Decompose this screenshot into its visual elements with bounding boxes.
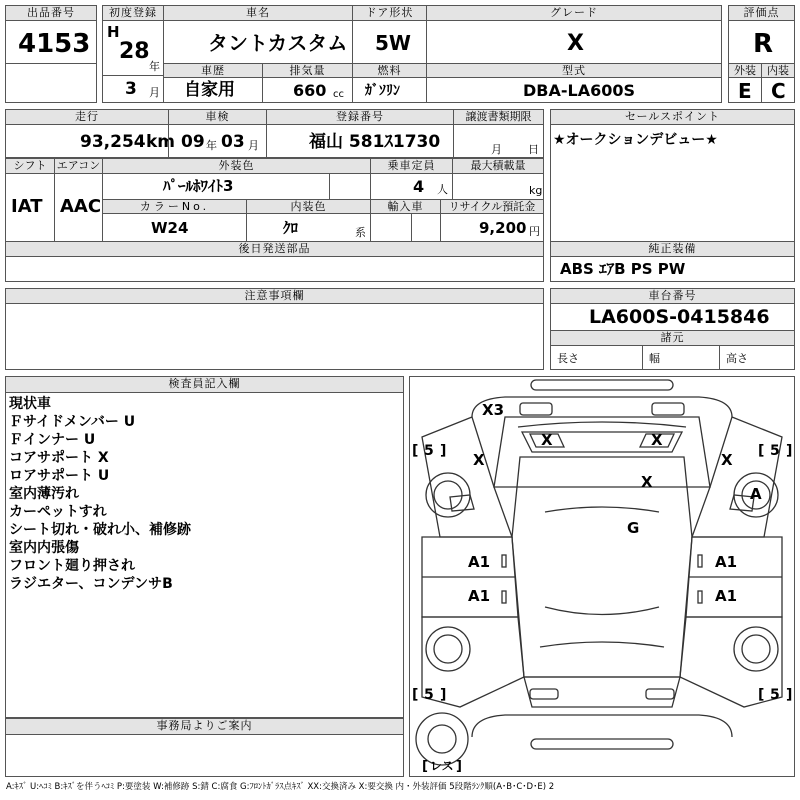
dims-height: 高さ: [726, 352, 748, 365]
later-parts-cell: [5, 256, 544, 282]
displacement-cell: [262, 77, 353, 103]
import-cell-b: [411, 213, 441, 242]
displacement: 660: [293, 81, 327, 100]
inspector-line: 室内内張傷: [9, 540, 79, 556]
grade-cell: [426, 20, 722, 64]
aircon-label: エアコン: [54, 158, 103, 174]
mark-roof-center: G: [627, 519, 640, 537]
lot-cell: [5, 20, 97, 64]
first-reg-year-cell: [102, 20, 164, 76]
first-reg-label: 初度登録: [102, 5, 164, 21]
car-name-label: 車名: [163, 5, 353, 21]
genuine: ABS ｴｱB PS PW: [560, 260, 686, 278]
tire-rr-close: ]: [786, 687, 793, 703]
office-label: 事務局よりご案内: [5, 718, 404, 735]
inspector-line: ラジエター、コンデンサB: [9, 576, 173, 592]
spare-label-open: [: [422, 759, 428, 774]
first-reg-year: 28: [119, 39, 150, 64]
genuine-cell: [550, 256, 795, 282]
exterior-grade: E: [738, 79, 752, 103]
max-load-label: 最大積載量: [452, 158, 544, 174]
model-type-cell: [426, 77, 722, 103]
color-no-cell: [102, 213, 247, 242]
recycle-label: リサイクル預託金: [440, 199, 544, 214]
dims-label: 諸元: [550, 330, 795, 346]
mileage: 93,254: [80, 132, 146, 152]
fuel: ｶﾞｿﾘﾝ: [365, 83, 400, 99]
reg-no: 福山 581ｽ1730: [309, 132, 441, 152]
mark-door-rl: A1: [468, 587, 491, 605]
mark-door-rr: A1: [715, 587, 738, 605]
tire-fl-label: [: [412, 443, 419, 459]
model-type: DBA-LA600S: [523, 81, 635, 100]
door-label: ドア形状: [352, 5, 427, 21]
mark-door-fr: A1: [715, 553, 738, 571]
legend: A:ｷｽﾞ U:ﾍｺﾐ B:ｷｽﾞを伴うﾍｺﾐ P:要塗装 W:補修跡 S:錆 C:腐食 G:ﾌﾛﾝﾄｶﾞﾗｽ点ｷｽﾞ XX:交換済み X:要交換 内・外装評価 5段階ﾗﾝｸ順(A･B･C･D･E) 2: [6, 782, 555, 792]
tire-rl: 5: [424, 687, 434, 703]
inspection-month-unit: 月: [248, 139, 259, 152]
door-cell: [352, 20, 427, 64]
grade-label: グレード: [426, 5, 722, 21]
mileage-cell: [5, 124, 176, 158]
car-diagram-svg: [410, 377, 794, 776]
mark-windshield-left: X: [541, 431, 553, 449]
interior-grade-cell: [761, 77, 795, 103]
reg-no-label: 登録番号: [266, 109, 454, 125]
grade: X: [567, 31, 584, 56]
inspector-cell: [5, 392, 404, 718]
capacity-cell: [370, 173, 453, 200]
capacity: 4: [413, 177, 425, 196]
notes-cell: [5, 303, 544, 370]
sales-point-label: セールスポイント: [550, 109, 795, 125]
first-reg-month-cell: [102, 75, 164, 103]
inspector-line: ロアサポート U: [9, 468, 110, 484]
first-reg-era: H: [107, 23, 120, 41]
inspector-line: フロント廻り押され: [9, 558, 135, 574]
color-no-label: カラーNo.: [102, 199, 247, 214]
color-no: W24: [151, 219, 189, 237]
lot-blank: [5, 63, 97, 103]
model-type-label: 型式: [426, 63, 722, 78]
tire-fr-close: ]: [786, 443, 793, 459]
capacity-unit: 人: [437, 183, 448, 196]
int-color: ｸﾛ: [283, 219, 299, 237]
mark-front-top: X3: [482, 401, 505, 419]
mark-hood-left-area: X: [473, 451, 485, 469]
transfer-month-unit: 月: [491, 143, 502, 156]
tire-fl-close: ]: [440, 443, 447, 459]
genuine-label: 純正装備: [550, 241, 795, 257]
first-reg-year-unit: 年: [149, 60, 160, 73]
inspector-label: 検査員記入欄: [5, 376, 404, 393]
tire-fr: 5: [770, 443, 780, 459]
tire-rl-close: ]: [440, 687, 447, 703]
chassis-cell: [550, 303, 795, 331]
inspector-lines: [9, 395, 191, 593]
recycle-unit: 円: [529, 225, 540, 238]
ext-color-label: 外装色: [102, 158, 371, 174]
fuel-cell: [352, 77, 427, 103]
inspection-year: 09: [181, 132, 205, 152]
first-reg-month-unit: 月: [149, 86, 160, 99]
import-cell-a: [370, 213, 412, 242]
spare-label-close: ]: [456, 759, 462, 774]
int-color-cell: [246, 213, 371, 242]
mark-wheel-front-right: A: [750, 485, 762, 503]
transfer-day-unit: 日: [528, 143, 539, 156]
inspector-line: Ｆインナー U: [9, 432, 96, 448]
sales-point-text: ★オークションデビュー★: [553, 132, 718, 148]
ext-color-cell: [102, 173, 330, 200]
import-label: 輸入車: [370, 199, 441, 214]
recycle-cell: [440, 213, 544, 242]
exterior-grade-label: 外装: [728, 63, 762, 78]
score: R: [753, 29, 774, 59]
dims-height-cell: [719, 345, 795, 370]
history-label: 車歴: [163, 63, 263, 78]
shift-cell: [5, 173, 55, 242]
reg-no-cell: [266, 124, 454, 158]
ext-color-extra: [329, 173, 371, 200]
inspector-line: カーペットすれ: [9, 504, 107, 520]
notes-label: 注意事項欄: [5, 288, 544, 304]
displacement-unit: cc: [333, 89, 344, 100]
interior-grade-label: 内装: [761, 63, 795, 78]
later-parts-label: 後日発送部品: [5, 241, 544, 257]
chassis: LA600S-0415846: [589, 306, 770, 328]
max-load-unit: kg: [529, 184, 543, 197]
mileage-label: 走行: [5, 109, 169, 125]
aircon: AAC: [60, 196, 102, 217]
car-name: タントカスタム: [208, 31, 348, 55]
shift-label: シフト: [5, 158, 55, 174]
tire-fl: 5: [424, 443, 434, 459]
int-color-suffix: 系: [355, 226, 366, 239]
max-load-cell: [452, 173, 544, 200]
interior-grade: C: [771, 79, 786, 103]
mark-fender-right: X: [721, 451, 733, 469]
history: 自家用: [184, 80, 235, 100]
mileage-unit: km: [146, 132, 176, 152]
inspection-month: 03: [221, 132, 245, 152]
inspector-line: シート切れ・破れ小、補修跡: [9, 522, 191, 538]
inspection-label: 車検: [168, 109, 267, 125]
displacement-label: 排気量: [262, 63, 353, 78]
score-label: 評価点: [728, 5, 795, 21]
score-cell: [728, 20, 795, 64]
dims-length: 長さ: [557, 352, 579, 365]
exterior-grade-cell: [728, 77, 762, 103]
tire-rr-label: [: [758, 687, 765, 703]
first-reg-month: 3: [125, 79, 137, 99]
tire-rl-label: [: [412, 687, 419, 703]
int-color-label: 内装色: [246, 199, 371, 214]
recycle: 9,200: [479, 219, 527, 237]
history-cell: [163, 77, 263, 103]
tire-fr-label: [: [758, 443, 765, 459]
chassis-label: 車台番号: [550, 288, 795, 304]
mark-windshield-right: X: [651, 431, 663, 449]
ext-color: ﾊﾟｰﾙﾎﾜｲﾄ3: [163, 177, 234, 195]
inspector-line: Ｆサイドメンバー U: [9, 414, 136, 430]
inspection-cell: [168, 124, 267, 158]
mark-roof-right: X: [641, 473, 653, 491]
transfer-label: 譲渡書類期限: [453, 109, 544, 125]
inspector-line: コアサポート X: [9, 450, 109, 466]
aircon-cell: [54, 173, 103, 242]
capacity-label: 乗車定員: [370, 158, 453, 174]
inspector-line: 室内薄汚れ: [9, 486, 79, 502]
car-name-cell: [163, 20, 353, 64]
dims-length-cell: [550, 345, 643, 370]
lot-number: 4153: [18, 29, 91, 59]
spare-label: レス: [430, 759, 454, 773]
inspector-line: 現状車: [9, 396, 51, 412]
inspection-year-unit: 年: [206, 139, 217, 152]
mark-door-fl: A1: [468, 553, 491, 571]
car-diagram: [409, 376, 795, 777]
shift: IAT: [11, 196, 43, 217]
dims-width: 幅: [649, 352, 660, 365]
transfer-cell: [453, 124, 544, 158]
sales-point-cell: [550, 124, 795, 242]
tire-rr: 5: [770, 687, 780, 703]
office-cell: [5, 734, 404, 777]
fuel-label: 燃料: [352, 63, 427, 78]
lot-label: 出品番号: [5, 5, 97, 21]
dims-width-cell: [642, 345, 720, 370]
door-type: 5W: [375, 31, 411, 55]
